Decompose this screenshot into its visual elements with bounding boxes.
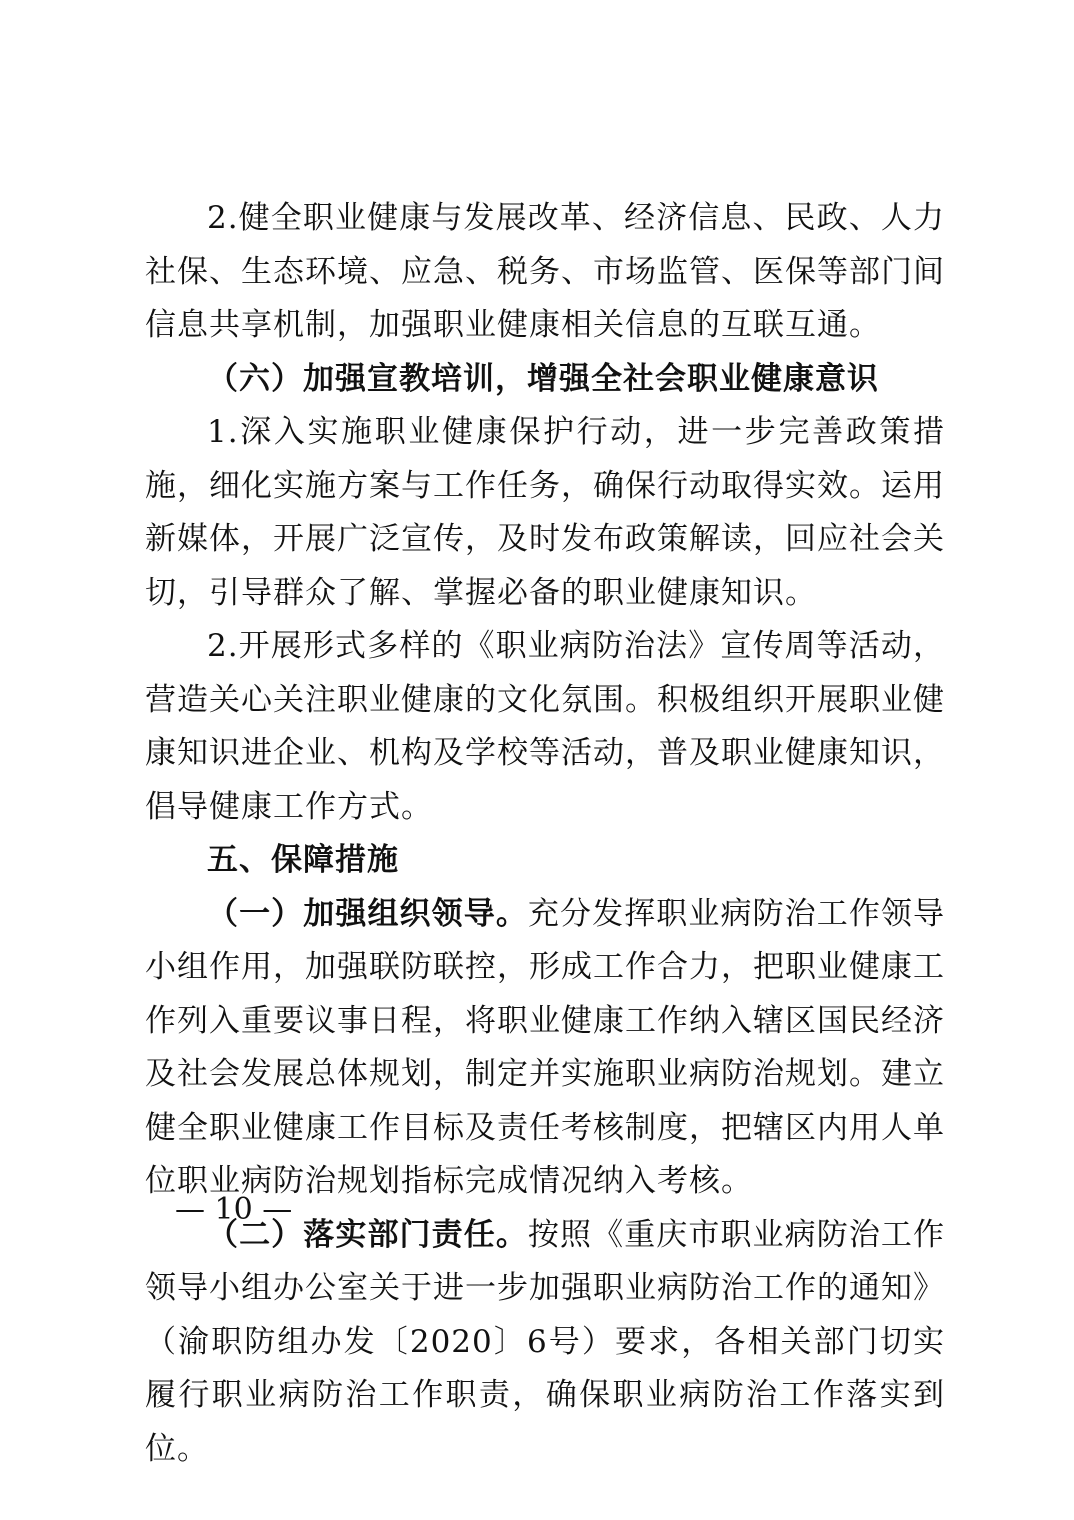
paragraph-health-action: 1.深入实施职业健康保护行动，进一步完善政策措施，细化实施方案与工作任务，确保行动取得实效。运用新媒体，开展广泛宣传，及时发布政策解读，回应社会关切，引导群众了解、掌握必备的职业健康知识。 [145,414,945,611]
paragraph-info-sharing: 2.健全职业健康与发展改革、经济信息、民政、人力社保、生态环境、应急、税务、市场监管、医保等部门间信息共享机制，加强职业健康相关信息的互联互通。 [145,200,945,343]
document-body [145,192,945,1476]
paragraph-lead-organization: （一）加强组织领导。 [207,895,528,932]
paragraph-organization-leadership [145,888,945,1209]
paragraph-body-organization: 充分发挥职业病防治工作领导小组作用，加强联防联控，形成工作合力，把职业健康工作列入重要议事日程，将职业健康工作纳入辖区国民经济及社会发展总体规划，制定并实施职业病防治规划。建立健全职业健康工作目标及责任考核制度，把辖区内用人单位职业病防治规划指标完成情况纳入考核。 [145,895,946,1199]
page-number: — 10 — [175,1192,293,1227]
paragraph-lead-responsibility: （二）落实部门责任。 [207,1216,528,1253]
paragraph-department-responsibility [145,1209,945,1477]
section-heading-six: （六）加强宣教培训，增强全社会职业健康意识 [207,360,879,397]
paragraph-publicity-week: 2.开展形式多样的《职业病防治法》宣传周等活动，营造关心关注职业健康的文化氛围。积极组织开展职业健康知识进企业、机构及学校等活动，普及职业健康知识，倡导健康工作方式。 [145,628,945,825]
paragraph-body-responsibility: 按照《重庆市职业病防治工作领导小组办公室关于进一步加强职业病防治工作的通知》（渝职防组办发〔2020〕6号）要求，各相关部门切实履行职业病防治工作职责，确保职业病防治工作落实到位。 [145,1216,946,1467]
section-heading-five: 五、保障措施 [207,842,399,878]
